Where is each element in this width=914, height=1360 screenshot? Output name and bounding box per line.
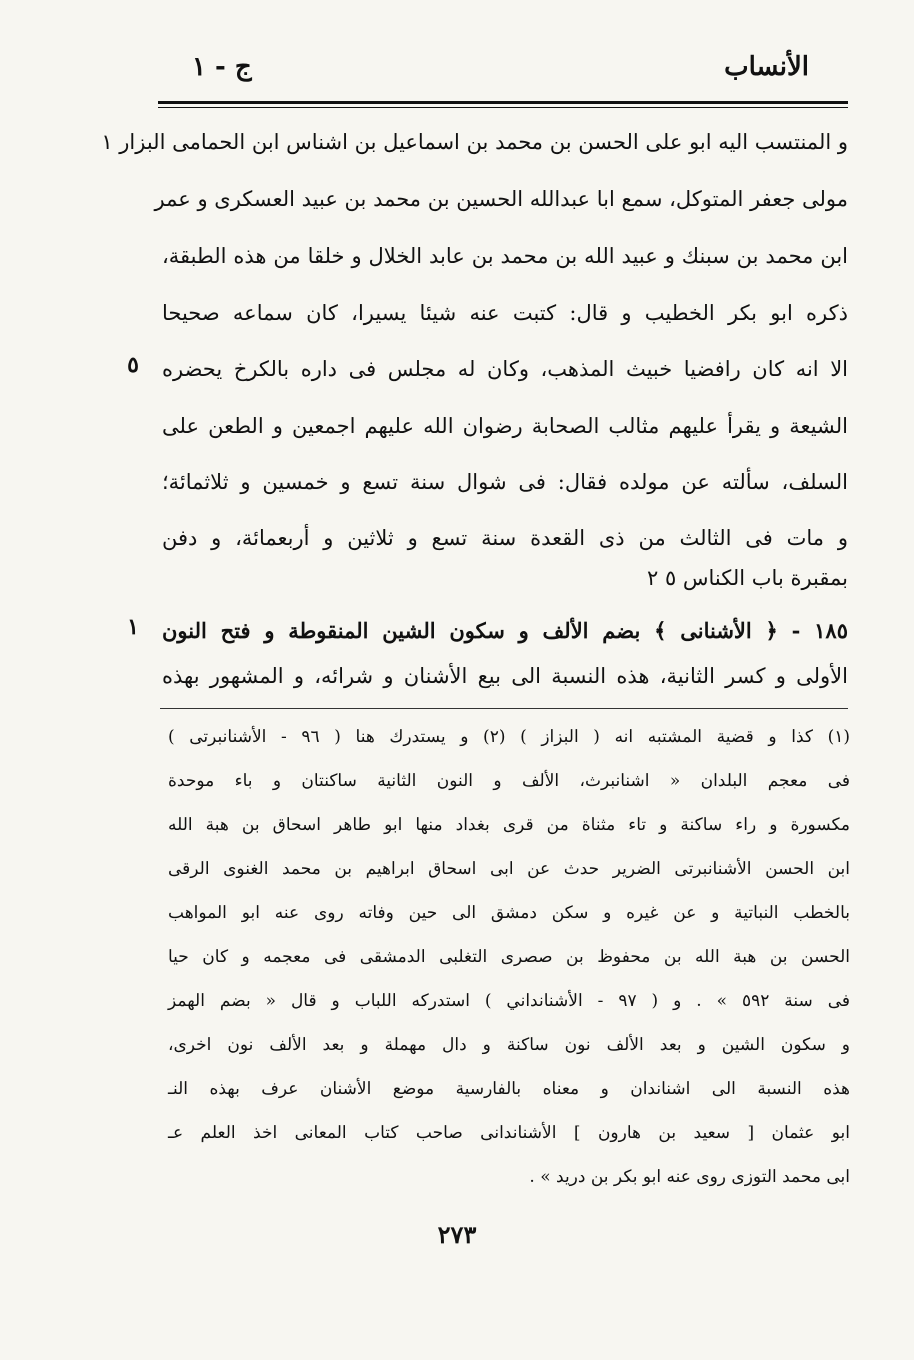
footnote-line: ابى محمد التوزى روى عنه ابو بكر بن دريد » . (529, 1167, 850, 1187)
margin-line-number: ٥ (127, 352, 139, 378)
footnote-line: ابو عثمان [ سعيد بن هارون ] الأشناندانى صاحب كتاب المعانى اخذ العلم عـ (168, 1123, 850, 1143)
main-text-line: بمقبرة باب الكناس ٥ ٢ (646, 566, 848, 590)
main-text-line: و المنتسب اليه ابو على الحسن بن محمد بن اسماعيل بن اشناس ابن الحمامى البزار ۱ (101, 130, 848, 154)
main-text-line: السلف، سألته عن مولده فقال: فى شوال سنة تسع و خمسين و ثلاثمائة؛ (162, 470, 848, 494)
main-text-line: الا انه كان رافضيا خبيث المذهب، وكان له مجلس فى داره بالكرخ يحضره (162, 357, 848, 381)
header-rule-thin (158, 107, 848, 108)
footnote-separator (160, 708, 848, 709)
header-rule-thick (158, 101, 848, 104)
footnote-line: فى معجم البلدان « اشنانبرث، الألف و النون الثانية ساكنتان و باء موحدة (168, 771, 850, 791)
footnote-line: فى سنة ٥٩٢ » . و ( ٩٧ - الأشنانداني ) استدركه اللباب و قال « بضم الهمز (168, 991, 851, 1011)
main-text-line: الأولى و كسر الثانية، هذه النسبة الى بيع الأشنان و شرائه، و المشهور بهذه (162, 664, 848, 688)
volume-label: ج - ١ (192, 52, 252, 82)
footnote-line: الحسن بن هبة الله بن محفوظ بن صصرى التغلبى الدمشقى فى معجمه و كان حيا (168, 947, 850, 967)
footnote-line: مكسورة و راء ساكنة و تاء مثناة من قرى بغداد منها ابو طاهر اسحاق بن هبة الله (168, 815, 850, 835)
entry-heading-line: ١٨٥ - ﴿ الأشنانى ﴾ بضم الألف و سكون الشين المنقوطة و فتح النون (162, 618, 848, 643)
footnote-line: (١) كذا و قضية المشتبه انه ( البزاز ) (٢) و يستدرك هنا ( ٩٦ - الأشنانبرتى ) (168, 727, 850, 747)
footnote-line: بالخطب النباتية و عن غيره و سكن دمشق الى حين وفاته روى عنه ابو المواهب (168, 903, 850, 923)
main-text-line: الشيعة و يقرأ عليهم مثالب الصحابة رضوان الله عليهم اجمعين و الطعن على (162, 414, 848, 438)
footnote-line: ابن الحسن الأشنانبرتى الضرير حدث عن ابى اسحاق ابراهيم بن محمد الغنوى الرقى (168, 859, 850, 879)
margin-line-number: ١ (127, 614, 139, 640)
main-text-line: مولى جعفر المتوكل، سمع ابا عبدالله الحسين بن محمد بن عبيد العسكرى و عمر (154, 187, 848, 211)
main-text-line: ذكره ابو بكر الخطيب و قال: كتبت عنه شيئا يسيرا، كان سماعه صحيحا (162, 301, 848, 325)
main-text-line: ابن محمد بن سبنك و عبيد الله بن محمد بن عابد الخلال و خلقا من هذه الطبقة، (162, 244, 848, 268)
footnote-line: و سكون الشين و بعد الألف نون ساكنة و دال مهملة و بعد الألف نون اخرى، (168, 1035, 850, 1055)
running-title: الأنساب (724, 52, 809, 82)
page-number: ٢٧٣ (437, 1220, 477, 1249)
footnote-line: هذه النسبة الى اشناندان و معناه بالفارسية موضع الأشنان عرف بهذه النـ (168, 1079, 850, 1099)
main-text-line: و مات فى الثالث من ذى القعدة سنة تسع و ثلاثين و أربعمائة، و دفن (162, 526, 848, 550)
